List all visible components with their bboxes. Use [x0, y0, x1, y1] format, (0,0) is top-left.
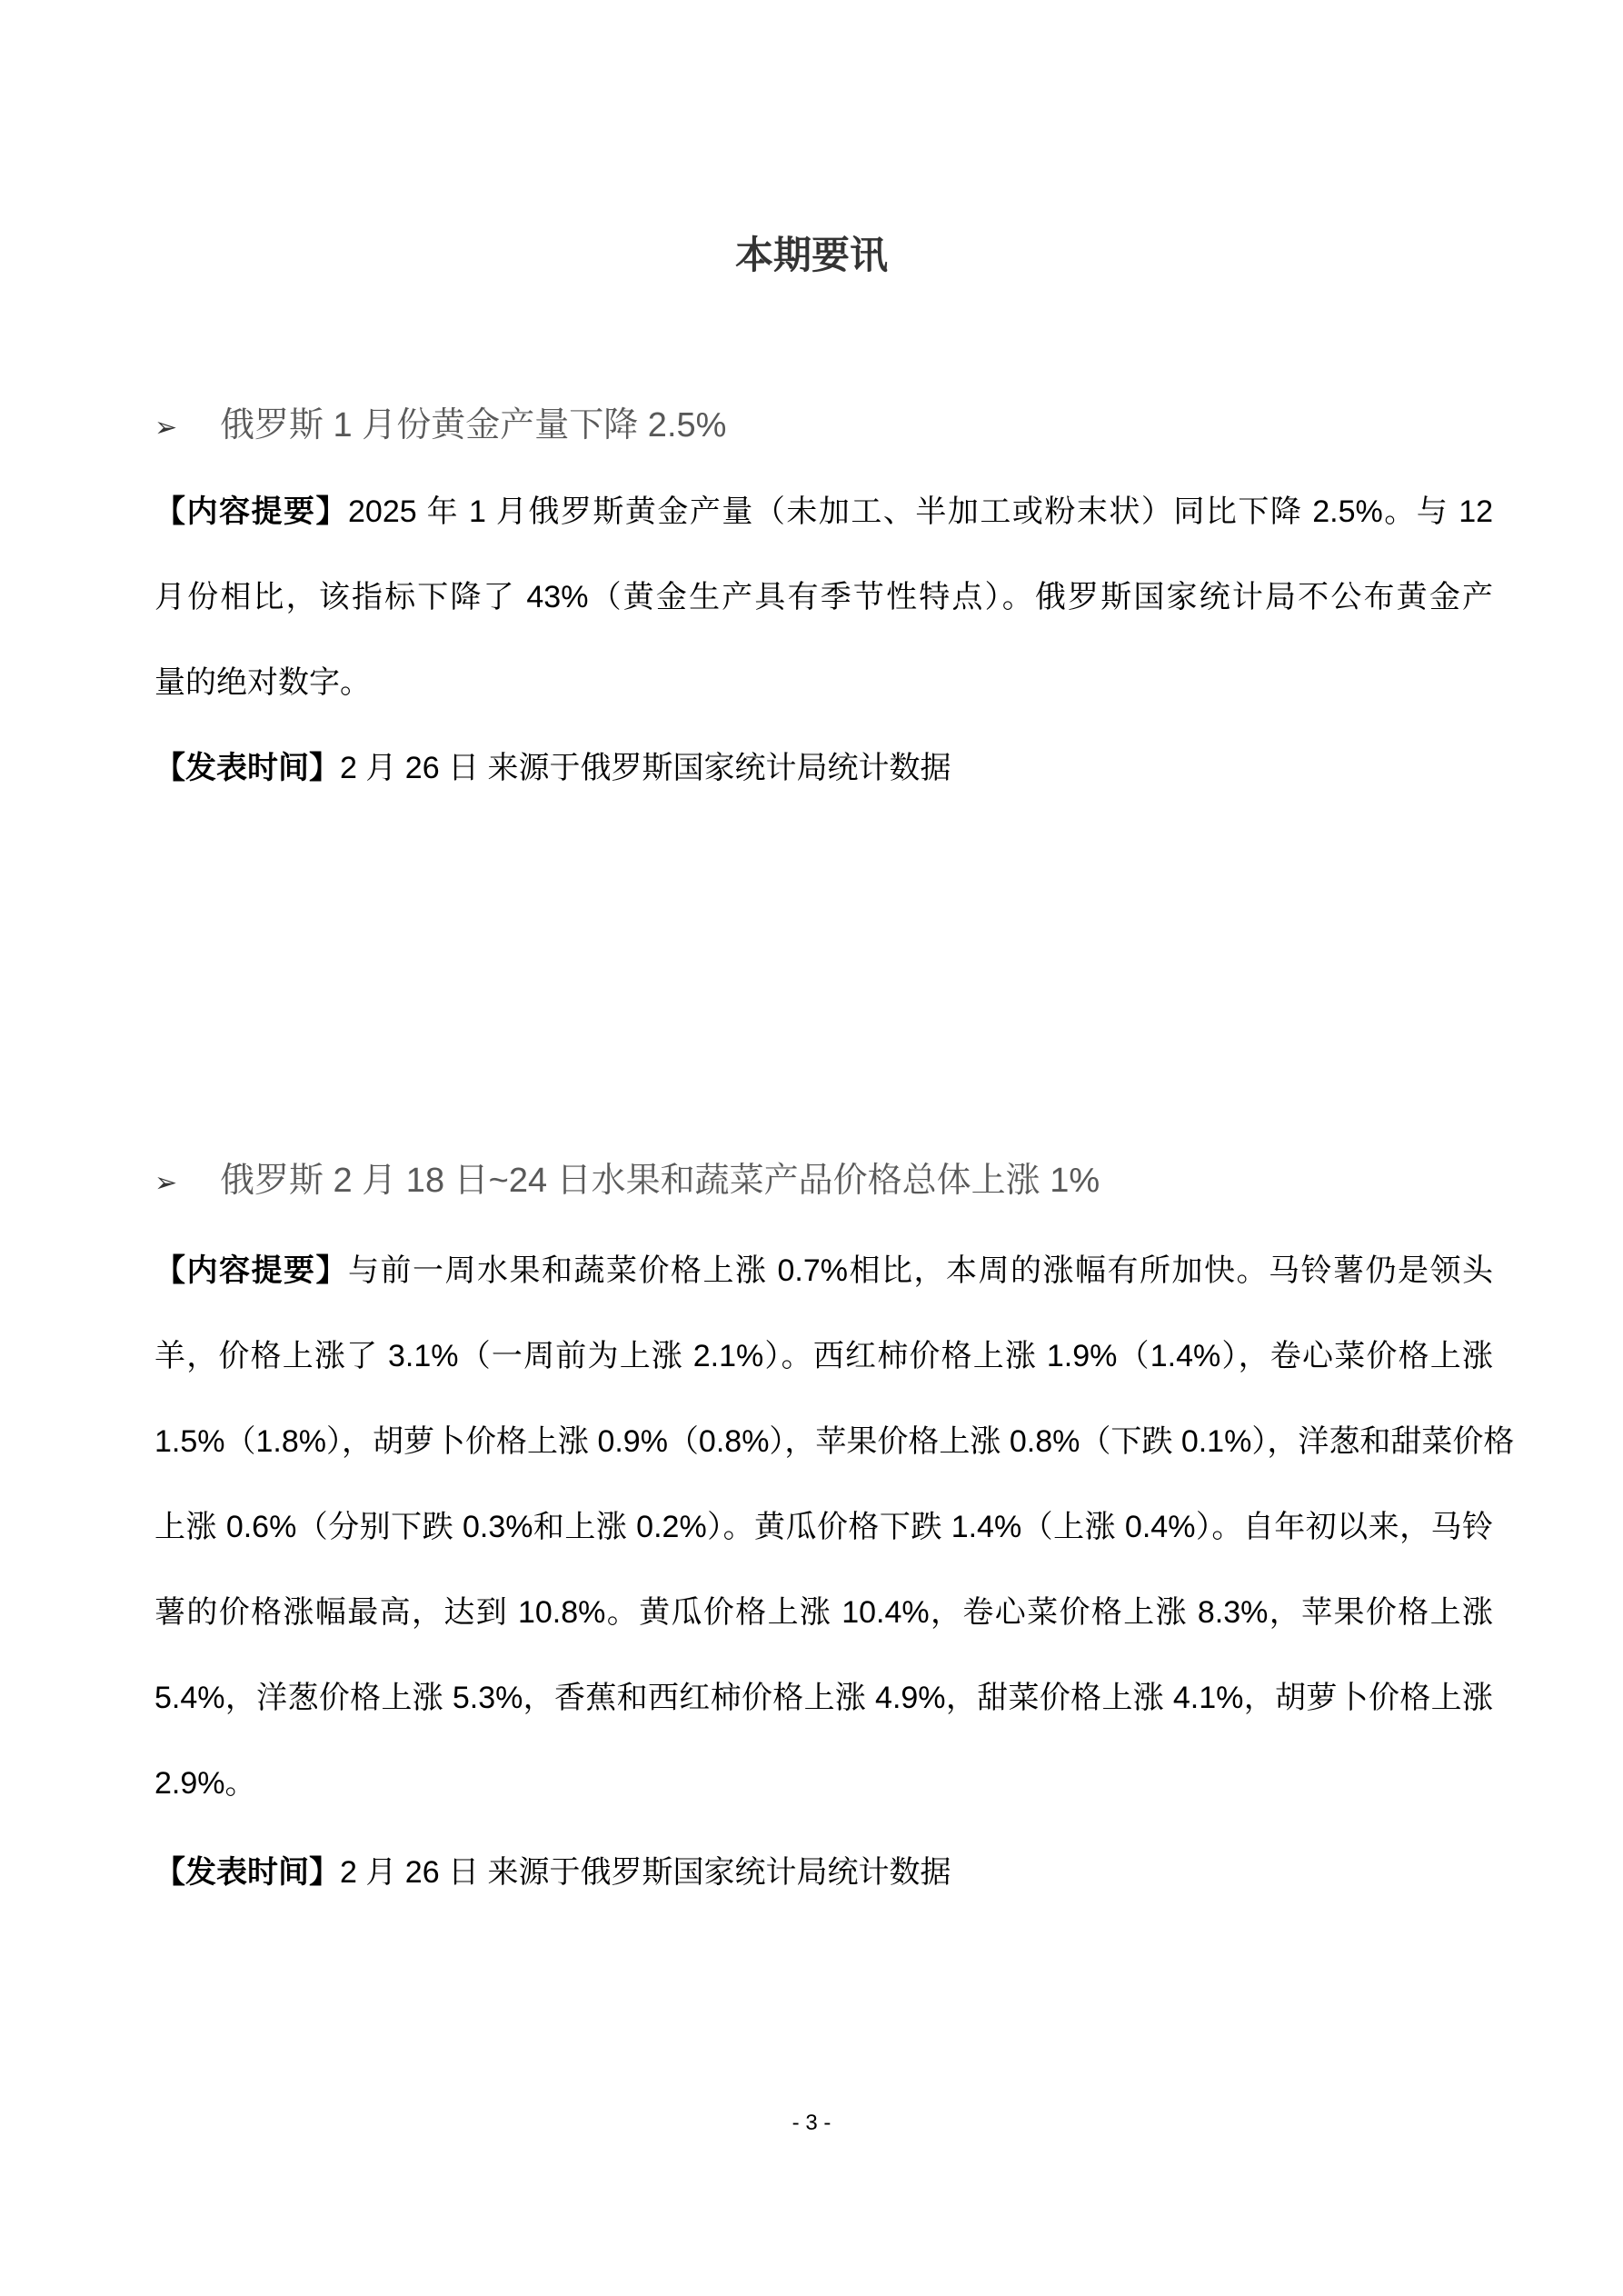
time-tag: 【发表时间】: [154, 751, 340, 785]
article-heading: [154, 1158, 1100, 1203]
summary-line: [154, 1248, 1493, 1333]
page-title: 本期要讯: [734, 234, 888, 276]
summary-line: 5.4%，洋葱价格上涨 5.3%，香蕉和西红柿价格上涨 4.9%，甜菜价格上涨 4.1%，胡萝卜价格上涨: [154, 1681, 1493, 1715]
summary-text: 与前一周水果和蔬菜价格上涨 0.7%相比，本周的涨幅有所加快。马铃薯仍是领头: [348, 1253, 1493, 1288]
summary-line: 1.5%（1.8%），胡萝卜价格上涨 0.9%（0.8%），苹果价格上涨 0.8%（下跌 0.1%），洋葱和甜菜价格: [154, 1424, 1515, 1459]
summary-line: 量的绝对数字。: [154, 665, 371, 700]
article-heading-text: 俄罗斯 2 月 18 日~24 日水果和蔬菜产品价格总体上涨 1%: [220, 1162, 1100, 1200]
arrowhead-bullet-icon: ➢: [154, 1168, 178, 1198]
summary-tag: 【内容提要】: [154, 1253, 349, 1288]
article-summary: [154, 489, 1493, 745]
article-publish-time: [154, 745, 1493, 831]
article-heading: [154, 403, 726, 448]
article-publish-time: [154, 1850, 1493, 1935]
article-summary: [154, 1248, 1515, 1846]
time-tag: 【发表时间】: [154, 1855, 340, 1890]
summary-line: 薯的价格涨幅最高，达到 10.8%。黄瓜价格上涨 10.4%，卷心菜价格上涨 8.3%，苹果价格上涨: [154, 1595, 1493, 1630]
time-text: 2 月 26 日 来源于俄罗斯国家统计局统计数据: [340, 1855, 951, 1890]
summary-line: 月份相比，该指标下降了 43%（黄金生产具有季节性特点）。俄罗斯国家统计局不公布黄金产: [154, 580, 1493, 614]
summary-line: 羊，价格上涨了 3.1%（一周前为上涨 2.1%）。西红柿价格上涨 1.9%（1.4%），卷心菜价格上涨: [154, 1339, 1493, 1373]
summary-text: 2025 年 1 月俄罗斯黄金产量（未加工、半加工或粉末状）同比下降 2.5%。与 12: [348, 494, 1494, 529]
page-number: - 3 -: [792, 2111, 831, 2135]
summary-line: 2.9%。: [154, 1766, 256, 1801]
summary-line: 上涨 0.6%（分别下跌 0.3%和上涨 0.2%）。黄瓜价格下跌 1.4%（上涨 0.4%）。自年初以来，马铃: [154, 1510, 1493, 1544]
summary-line: [154, 489, 1493, 574]
article-heading-text: 俄罗斯 1 月份黄金产量下降 2.5%: [220, 406, 727, 444]
time-text: 2 月 26 日 来源于俄罗斯国家统计局统计数据: [340, 751, 951, 785]
summary-tag: 【内容提要】: [154, 494, 348, 529]
arrowhead-bullet-icon: ➢: [154, 413, 178, 443]
